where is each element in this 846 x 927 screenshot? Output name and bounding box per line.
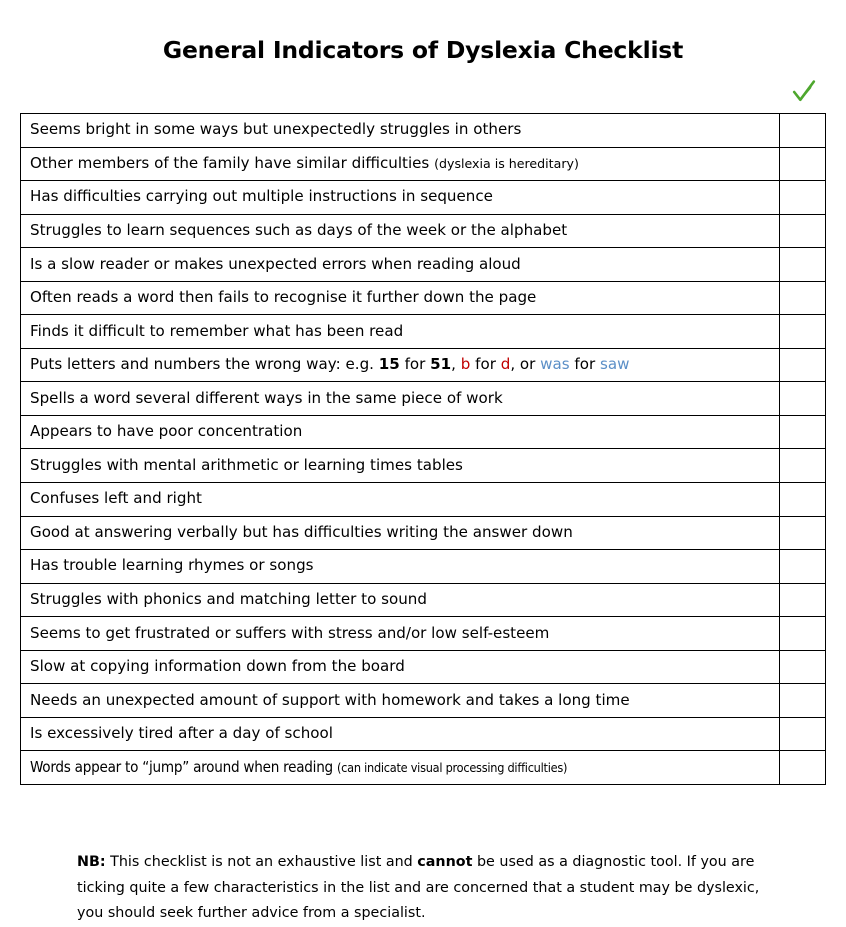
tick-checkbox-cell[interactable] [780,550,826,584]
tick-checkbox-cell[interactable] [780,181,826,215]
indicator-note: (dyslexia is hereditary) [434,155,579,171]
indicator-text-segment: d [500,355,511,374]
tick-checkbox-cell[interactable] [780,315,826,349]
indicator-text: Has difficulties carrying out multiple instructions in sequence [30,187,493,206]
indicator-cell [21,617,780,651]
table-row [21,449,826,483]
tick-checkbox-cell[interactable] [780,114,826,148]
table-row [21,248,826,282]
tick-checkbox-cell[interactable] [780,516,826,550]
tick-checkbox-cell[interactable] [780,348,826,382]
indicator-text: Needs an unexpected amount of support with homework and takes a long time [30,690,630,709]
table-row [21,583,826,617]
tick-checkbox-cell[interactable] [780,684,826,718]
nb-footnote [77,850,771,927]
indicator-text: Confuses left and right [30,489,202,508]
indicator-cell [21,583,780,617]
table-row [21,147,826,181]
tick-checkbox-cell[interactable] [780,617,826,651]
tick-checkbox-cell[interactable] [780,717,826,751]
indicator-cell [21,348,780,382]
tick-checkbox-cell[interactable] [780,281,826,315]
tick-checkbox-cell[interactable] [780,415,826,449]
indicator-cell [21,147,780,181]
page-title: General Indicators of Dyslexia Checklist [162,36,684,64]
table-row [21,516,826,550]
nb-text-segment: NB: [77,854,106,871]
indicator-cell [21,181,780,215]
indicator-cell [21,415,780,449]
table-row [21,114,826,148]
indicator-cell [21,449,780,483]
indicator-cell [21,315,780,349]
tick-checkbox-cell[interactable] [780,650,826,684]
tick-checkbox-cell[interactable] [780,449,826,483]
table-row [21,348,826,382]
indicator-cell [21,281,780,315]
indicator-cell [21,684,780,718]
table-row [21,550,826,584]
indicator-text-segment: , [451,355,461,374]
table-row [21,717,826,751]
table-row [21,315,826,349]
indicator-text: Other members of the family have similar difficulties [30,153,435,172]
indicator-text: Spells a word several different ways in the same piece of work [30,388,503,407]
indicator-cell [21,751,780,785]
indicator-text: Struggles to learn sequences such as days of the week or the alphabet [30,220,568,239]
table-row [21,181,826,215]
nb-text-segment: This checklist is not an exhaustive list and [105,854,418,871]
dyslexia-indicators-table [20,113,826,785]
tick-checkbox-cell[interactable] [780,214,826,248]
indicator-text: Struggles with mental arithmetic or learning times tables [30,455,463,474]
indicator-text-segment: b [460,355,471,374]
indicator-text-segment: 15 [378,355,400,374]
tick-checkbox-cell[interactable] [780,751,826,785]
indicator-text: Seems bright in some ways but unexpectedly struggles in others [30,120,522,139]
indicator-text: Appears to have poor concentration [30,422,303,441]
indicator-cell [21,717,780,751]
tick-column-header [781,74,826,110]
table-row [21,684,826,718]
indicator-cell [21,382,780,416]
indicator-text: Seems to get frustrated or suffers with stress and/or low self-esteem [30,623,550,642]
nb-text-segment: be used as a diagnostic tool. If you are ticking quite a few characteristics in the list and are concerned that a student may be dyslexic, you should seek further advice from a specialist. [77,854,760,922]
tick-checkbox-cell[interactable] [780,382,826,416]
tick-checkbox-cell[interactable] [780,147,826,181]
tick-checkbox-cell[interactable] [780,483,826,517]
indicator-text-segment: saw [599,355,630,374]
table-row [21,382,826,416]
indicator-text: Often reads a word then fails to recognise it further down the page [30,288,537,307]
indicator-text: Good at answering verbally but has difficulties writing the answer down [30,522,573,541]
table-row [21,483,826,517]
indicator-text-segment: was [540,355,570,374]
indicator-text: Is a slow reader or makes unexpected errors when reading aloud [30,254,521,273]
table-row [21,281,826,315]
indicator-cell [21,483,780,517]
indicator-text: Slow at copying information down from the board [30,657,405,676]
table-row [21,751,826,785]
indicator-cell [21,550,780,584]
tick-checkbox-cell[interactable] [780,583,826,617]
indicator-text: Has trouble learning rhymes or songs [30,556,314,575]
table-row [21,214,826,248]
indicator-cell [21,214,780,248]
table-row [21,415,826,449]
table-row [21,617,826,651]
indicator-cell [21,114,780,148]
indicator-text-segment: 51 [430,355,452,374]
check-icon [791,79,817,105]
indicator-text-segment: for [569,355,600,374]
indicator-note: (can indicate visual processing difficulties) [337,759,568,775]
nb-text-segment: cannot [417,854,473,871]
checklist-rows [21,114,826,785]
tick-checkbox-cell[interactable] [780,248,826,282]
indicator-text-segment: , or [510,355,541,374]
indicator-text-segment: Puts letters and numbers the wrong way: e.g. [30,355,379,374]
indicator-text: Words appear to “jump” around when reading [30,757,337,776]
table-row [21,650,826,684]
indicator-text-segment: for [399,355,431,374]
indicator-cell [21,516,780,550]
indicator-text: Is excessively tired after a day of school [30,724,333,743]
indicator-cell [21,248,780,282]
indicator-text-segment: for [470,355,501,374]
indicator-text: Finds it difficult to remember what has been read [30,321,404,340]
indicator-text: Struggles with phonics and matching letter to sound [30,590,427,608]
indicator-cell [21,650,780,684]
